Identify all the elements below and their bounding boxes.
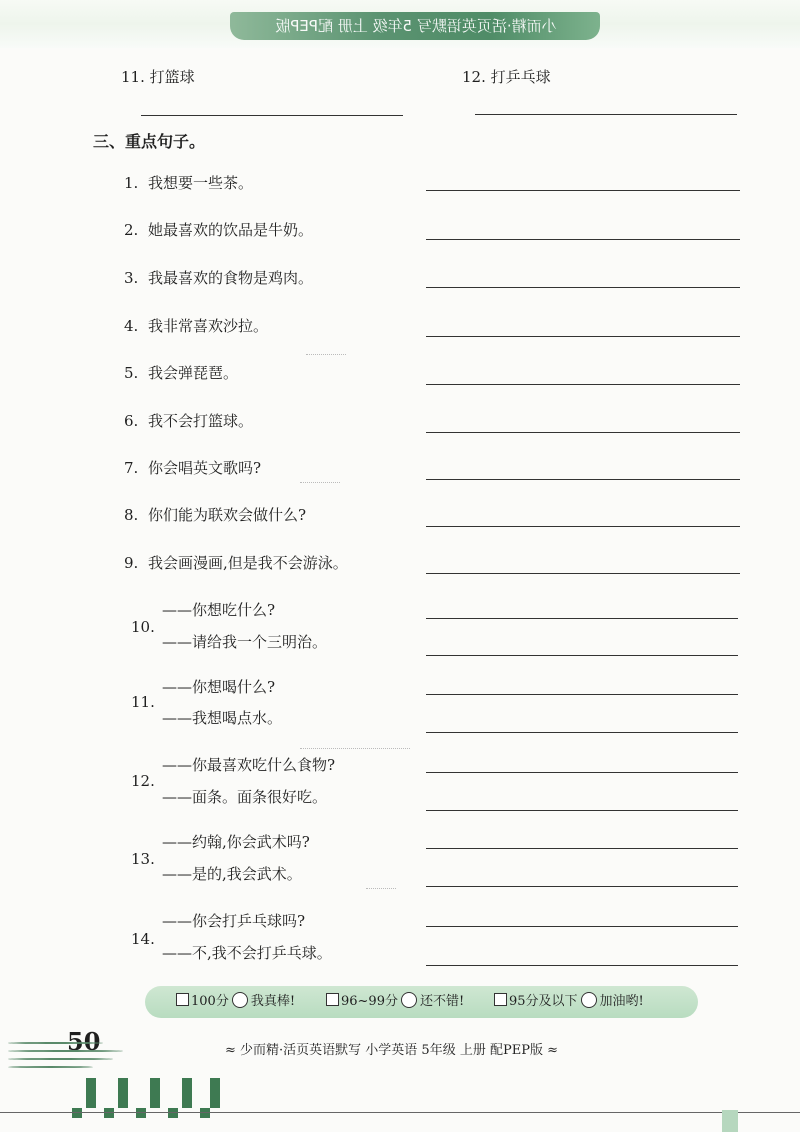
answer-line-vocab-12[interactable]: [475, 114, 737, 115]
square-decoration: [72, 1108, 82, 1118]
sentence-number: 9.: [124, 554, 139, 572]
answer-line-sentence-6[interactable]: [426, 432, 740, 433]
checkbox-icon[interactable]: [176, 993, 189, 1006]
scan-dots: [366, 888, 396, 889]
vocab-item-11: 11. 打篮球: [121, 68, 195, 86]
answer-line-sentence-2[interactable]: [426, 239, 740, 240]
sentence-number: 2.: [124, 221, 139, 239]
sentence-text: 你会唱英文歌吗?: [148, 459, 262, 477]
section-title: 三、重点句子。: [93, 132, 206, 151]
score-comment: 我真棒!: [250, 994, 296, 1009]
dialogue-number: 11.: [131, 693, 155, 711]
smiley-face-icon: [232, 992, 248, 1008]
sentence-text: 她最喜欢的饮品是牛奶。: [148, 221, 314, 239]
dialogue-answer: ——我想喝点水。: [162, 709, 283, 727]
checkbox-icon[interactable]: [326, 993, 339, 1006]
sentence-text: 你们能为联欢会做什么?: [148, 506, 307, 524]
sentence-text: 我不会打篮球。: [148, 412, 254, 430]
corner-tab: [722, 1110, 738, 1132]
bar-decoration: [210, 1078, 220, 1108]
dialogue-answer: ——是的,我会武术。: [162, 865, 302, 883]
wave-decoration: [8, 1066, 93, 1068]
dialogue-question: ——你想喝什么?: [162, 678, 276, 696]
scan-dots: [300, 748, 410, 749]
sentence-text: 我最喜欢的食物是鸡肉。: [148, 269, 314, 287]
dialogue-number: 13.: [131, 850, 155, 868]
dialogue-question: ——约翰,你会武术吗?: [162, 833, 310, 851]
answer-line-dialogue-10-a[interactable]: [426, 655, 738, 656]
answer-line-sentence-7[interactable]: [426, 479, 740, 480]
answer-line-sentence-3[interactable]: [426, 287, 740, 288]
score-option-95-below[interactable]: [494, 986, 644, 1018]
dialogue-answer: ——请给我一个三明治。: [162, 633, 328, 651]
square-decoration: [104, 1108, 114, 1118]
sentence-number: 7.: [124, 459, 139, 477]
score-label: 96~99分: [341, 994, 398, 1009]
sentence-number: 3.: [124, 269, 139, 287]
dialogue-answer: ——不,我不会打乒乓球。: [162, 944, 332, 962]
answer-line-dialogue-12-a[interactable]: [426, 810, 738, 811]
answer-line-dialogue-13-q[interactable]: [426, 848, 738, 849]
answer-line-dialogue-14-q[interactable]: [426, 926, 738, 927]
wave-decoration: [8, 1042, 103, 1044]
square-decoration: [136, 1108, 146, 1118]
sentence-number: 6.: [124, 412, 139, 430]
answer-line-vocab-11[interactable]: [141, 115, 403, 116]
dialogue-number: 12.: [131, 772, 155, 790]
dialogue-answer: ——面条。面条很好吃。: [162, 788, 328, 806]
sentence-number: 4.: [124, 317, 139, 335]
header-title: 小而精·活页英语默写 5年级 上册 配PEP版: [275, 17, 557, 35]
score-label: 95分及以下: [509, 994, 578, 1009]
smiley-face-icon: [401, 992, 417, 1008]
sentence-text: 我会弹琵琶。: [148, 364, 239, 382]
dialogue-question: ——你想吃什么?: [162, 601, 276, 619]
square-decoration: [168, 1108, 178, 1118]
score-option-96-99[interactable]: [326, 986, 464, 1018]
wave-decoration: [8, 1058, 113, 1060]
score-comment: 加油哟!: [599, 994, 644, 1009]
score-option-100[interactable]: [176, 986, 295, 1018]
answer-line-dialogue-14-a[interactable]: [426, 965, 738, 966]
score-comment: 还不错!: [419, 994, 465, 1009]
scan-dots: [300, 482, 340, 483]
bar-decoration: [118, 1078, 128, 1108]
checkbox-icon[interactable]: [494, 993, 507, 1006]
dialogue-number: 10.: [131, 618, 155, 636]
sentence-text: 我想要一些茶。: [148, 174, 254, 192]
answer-line-dialogue-11-q[interactable]: [426, 694, 738, 695]
sentence-text: 我非常喜欢沙拉。: [148, 317, 269, 335]
scan-dots: [306, 354, 346, 355]
sentence-number: 8.: [124, 506, 139, 524]
dialogue-question: ——你会打乒乓球吗?: [162, 912, 306, 930]
bottom-rule: [0, 1112, 800, 1113]
answer-line-dialogue-13-a[interactable]: [426, 886, 738, 887]
page-number: 50: [67, 1027, 101, 1056]
cheering-face-icon: [581, 992, 597, 1008]
answer-line-sentence-8[interactable]: [426, 526, 740, 527]
wave-decoration: [8, 1050, 123, 1052]
answer-line-sentence-4[interactable]: [426, 336, 740, 337]
bar-decoration: [86, 1078, 96, 1108]
answer-line-sentence-5[interactable]: [426, 384, 740, 385]
bar-decoration: [150, 1078, 160, 1108]
sentence-number: 5.: [124, 364, 139, 382]
answer-line-sentence-9[interactable]: [426, 573, 740, 574]
answer-line-dialogue-11-a[interactable]: [426, 732, 738, 733]
sentence-text: 我会画漫画,但是我不会游泳。: [148, 554, 348, 572]
score-label: 100分: [191, 994, 229, 1009]
square-decoration: [200, 1108, 210, 1118]
vocab-item-12: 12. 打乒乓球: [462, 68, 551, 86]
answer-line-dialogue-12-q[interactable]: [426, 772, 738, 773]
answer-line-sentence-1[interactable]: [426, 190, 740, 191]
answer-line-dialogue-10-q[interactable]: [426, 618, 738, 619]
dialogue-number: 14.: [131, 930, 155, 948]
bar-decoration: [182, 1078, 192, 1108]
dialogue-question: ——你最喜欢吃什么食物?: [162, 756, 336, 774]
footer-title: ≈ 少而精·活页英语默写 小学英语 5年级 上册 配PEP版 ≈: [225, 1043, 558, 1058]
sentence-number: 1.: [124, 174, 139, 192]
